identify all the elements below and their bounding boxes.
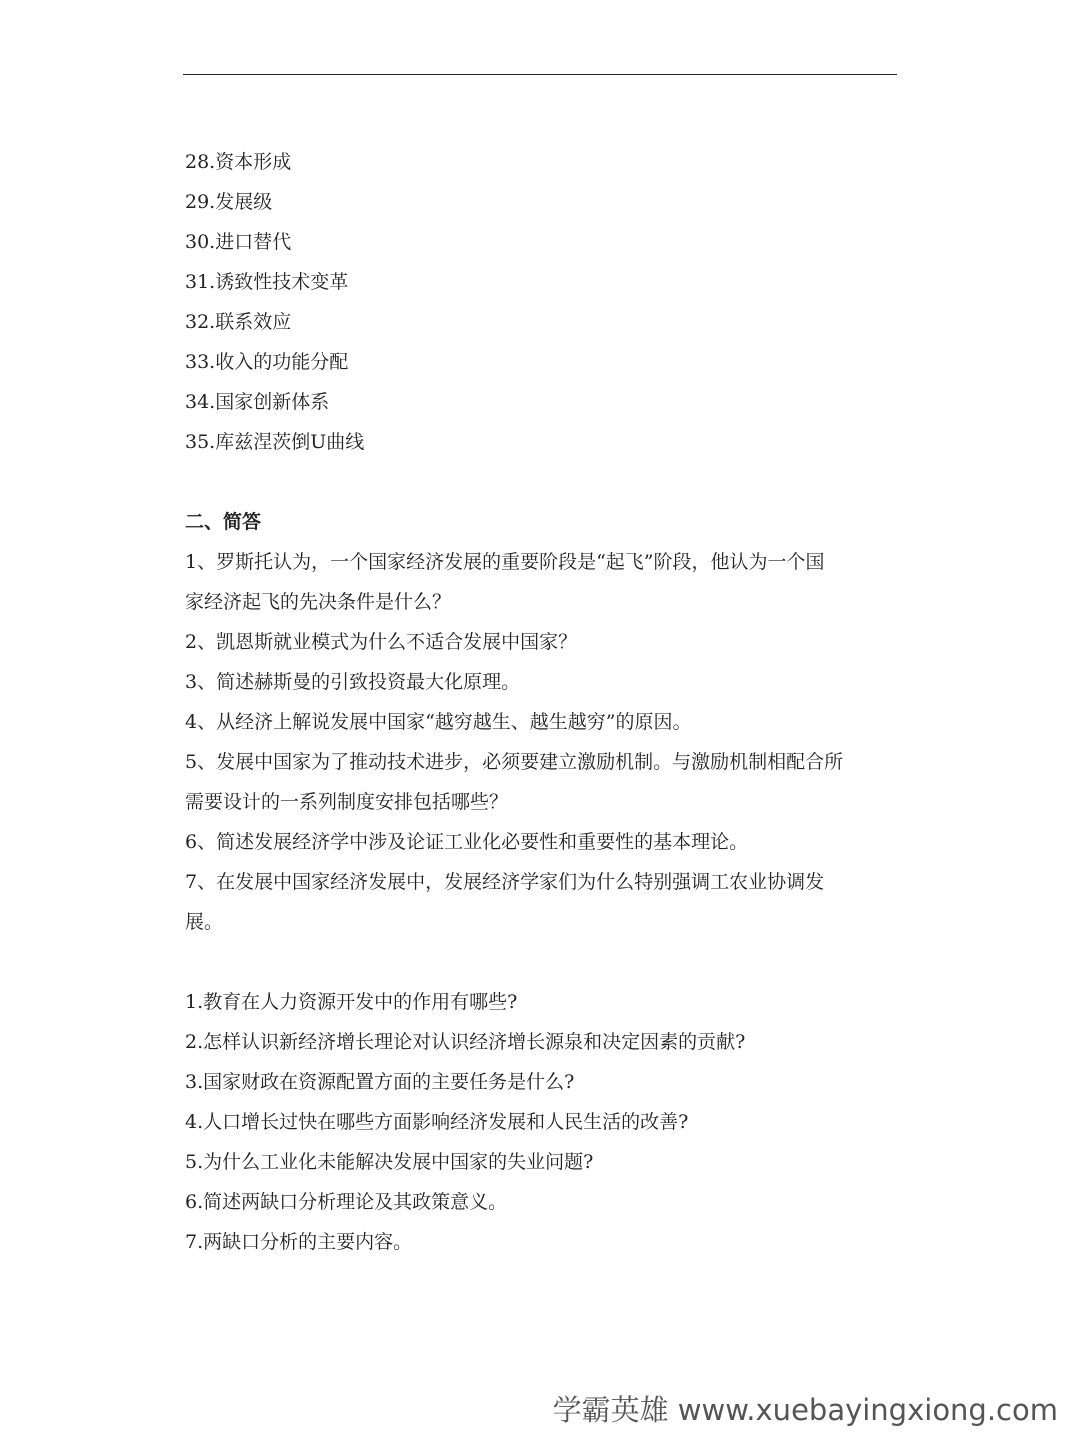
question-line: 1、罗斯托认为，一个国家经济发展的重要阶段是“起飞”阶段，他认为一个国 <box>185 551 825 573</box>
question-line: 4、从经济上解说发展中国家“越穷越生、越生越穷”的原因。 <box>185 711 692 733</box>
question-line: 2、凯恩斯就业模式为什么不适合发展中国家？ <box>185 631 578 653</box>
question-line: 7.两缺口分析的主要内容。 <box>185 1231 413 1253</box>
spacer <box>185 462 897 502</box>
short-question-list-b <box>185 982 897 1262</box>
question-line: 需要设计的一系列制度安排包括哪些？ <box>185 791 509 813</box>
question-line: 6.简述两缺口分析理论及其政策意义。 <box>185 1191 508 1213</box>
short-question-list-a <box>185 542 897 942</box>
question-line: 1.教育在人力资源开发中的作用有哪些? <box>185 991 518 1013</box>
question-line: 家经济起飞的先决条件是什么？ <box>185 591 452 613</box>
question-line: 3.国家财政在资源配置方面的主要任务是什么? <box>185 1071 575 1093</box>
question-line: 5.为什么工业化未能解决发展中国家的失业问题? <box>185 1151 594 1173</box>
header-rule <box>183 74 897 75</box>
document-body <box>185 142 897 1262</box>
question-line: 展。 <box>185 911 224 933</box>
list-item: 33.收入的功能分配 <box>185 351 349 373</box>
spacer <box>185 942 897 982</box>
question-line: 4.人口增长过快在哪些方面影响经济发展和人民生活的改善? <box>185 1111 689 1133</box>
question-line: 3、简述赫斯曼的引致投资最大化原理。 <box>185 671 521 693</box>
question-line: 5、发展中国家为了推动技术进步，必须要建立激励机制。与激励机制相配合所 <box>185 751 844 773</box>
list-item: 35.库兹涅茨倒U曲线 <box>185 431 365 453</box>
list-item: 28.资本形成 <box>185 151 292 173</box>
list-item: 30.进口替代 <box>185 231 292 253</box>
question-line: 2.怎样认识新经济增长理论对认识经济增长源泉和决定因素的贡献? <box>185 1031 746 1053</box>
list-item: 32.联系效应 <box>185 311 292 333</box>
watermark: 学霸英雄 www.xuebayingxiong.com <box>552 1393 1058 1427</box>
list-item: 31.诱致性技术变革 <box>185 271 349 293</box>
list-item: 29.发展级 <box>185 191 273 213</box>
section-heading: 二、简答 <box>185 511 262 533</box>
term-list <box>185 142 897 462</box>
question-line: 7、在发展中国家经济发展中，发展经济学家们为什么特别强调工农业协调发 <box>185 871 825 893</box>
question-line: 6、简述发展经济学中涉及论证工业化必要性和重要性的基本理论。 <box>185 831 749 853</box>
list-item: 34.国家创新体系 <box>185 391 330 413</box>
